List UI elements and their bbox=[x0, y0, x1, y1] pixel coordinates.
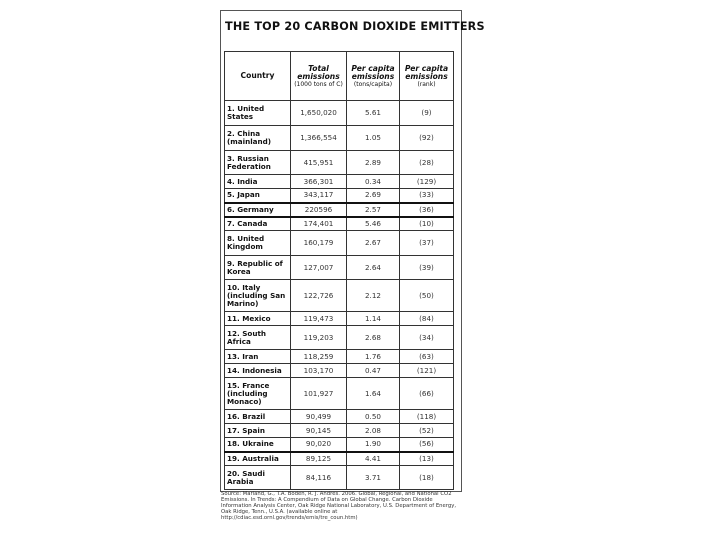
per-capita-cell: 3.71 bbox=[347, 466, 400, 490]
country-cell: 8. United Kingdom bbox=[225, 231, 291, 256]
country-cell: 20. Saudi Arabia bbox=[225, 466, 291, 490]
column-header-unit: (rank) bbox=[417, 80, 436, 88]
column-header-title: Per capita emissions bbox=[404, 63, 449, 81]
column-header-country: Country bbox=[225, 52, 291, 101]
per-capita-cell: 2.68 bbox=[347, 326, 400, 350]
per-capita-cell: 1.05 bbox=[347, 126, 400, 151]
per-capita-cell: 2.69 bbox=[347, 189, 400, 203]
total-emissions-cell: 119,473 bbox=[291, 312, 347, 326]
table-header-row bbox=[225, 52, 454, 101]
total-emissions-cell: 89,125 bbox=[291, 452, 347, 466]
total-emissions-cell: 343,117 bbox=[291, 189, 347, 203]
per-capita-cell: 4.41 bbox=[347, 452, 400, 466]
rank-cell: (84) bbox=[400, 312, 454, 326]
country-cell: 10. Italy (including San Marino) bbox=[225, 280, 291, 312]
document-page bbox=[220, 10, 485, 492]
total-emissions-cell: 1,650,020 bbox=[291, 101, 347, 126]
total-emissions-cell: 127,007 bbox=[291, 256, 347, 280]
total-emissions-cell: 90,499 bbox=[291, 410, 347, 424]
table-row bbox=[225, 256, 454, 280]
table-row bbox=[225, 203, 454, 217]
rank-cell: (50) bbox=[400, 280, 454, 312]
country-cell: 3. Russian Federation bbox=[225, 151, 291, 175]
total-emissions-cell: 1,366,554 bbox=[291, 126, 347, 151]
per-capita-cell: 2.89 bbox=[347, 151, 400, 175]
rank-cell: (52) bbox=[400, 424, 454, 438]
table-row bbox=[225, 410, 454, 424]
rank-cell: (121) bbox=[400, 364, 454, 378]
per-capita-cell: 1.64 bbox=[347, 378, 400, 410]
total-emissions-cell: 118,259 bbox=[291, 350, 347, 364]
table-row bbox=[225, 466, 454, 490]
country-cell: 14. Indonesia bbox=[225, 364, 291, 378]
rank-cell: (118) bbox=[400, 410, 454, 424]
rank-cell: (36) bbox=[400, 203, 454, 217]
table-row bbox=[225, 126, 454, 151]
rank-cell: (33) bbox=[400, 189, 454, 203]
total-emissions-cell: 119,203 bbox=[291, 326, 347, 350]
table-row bbox=[225, 151, 454, 175]
per-capita-cell: 5.46 bbox=[347, 217, 400, 231]
table-row bbox=[225, 280, 454, 312]
table-row bbox=[225, 312, 454, 326]
total-emissions-cell: 84,116 bbox=[291, 466, 347, 490]
total-emissions-cell: 415,951 bbox=[291, 151, 347, 175]
total-emissions-cell: 103,170 bbox=[291, 364, 347, 378]
column-header-unit: (1000 tons of C) bbox=[294, 80, 343, 88]
country-cell: 11. Mexico bbox=[225, 312, 291, 326]
country-cell: 17. Spain bbox=[225, 424, 291, 438]
country-cell: 2. China (mainland) bbox=[225, 126, 291, 151]
country-cell: 16. Brazil bbox=[225, 410, 291, 424]
table-row bbox=[225, 452, 454, 466]
column-header-title: Per capita emissions bbox=[351, 63, 395, 81]
rank-cell: (129) bbox=[400, 175, 454, 189]
per-capita-cell: 1.90 bbox=[347, 438, 400, 452]
table-row bbox=[225, 438, 454, 452]
table-body bbox=[225, 101, 454, 490]
country-cell: 18. Ukraine bbox=[225, 438, 291, 452]
country-cell: 6. Germany bbox=[225, 203, 291, 217]
column-header-per-capita bbox=[347, 52, 400, 101]
page-title: THE TOP 20 CARBON DIOXIDE EMITTERS bbox=[225, 20, 485, 33]
table-row bbox=[225, 231, 454, 256]
column-header-total-emissions bbox=[291, 52, 347, 101]
table-row bbox=[225, 217, 454, 231]
total-emissions-cell: 90,020 bbox=[291, 438, 347, 452]
rank-cell: (9) bbox=[400, 101, 454, 126]
per-capita-cell: 0.47 bbox=[347, 364, 400, 378]
column-header-unit: (tons/capita) bbox=[353, 80, 393, 88]
table-row bbox=[225, 424, 454, 438]
per-capita-cell: 2.64 bbox=[347, 256, 400, 280]
column-header-title: Total emissions bbox=[297, 63, 340, 81]
country-cell: 12. South Africa bbox=[225, 326, 291, 350]
source-citation: Source: Marland, G., T.A. Boden, R. J. Andres. 2006. Global, Regional, and National CO2 Emissions. In Trends: A Compendium of Data on Global Change. Carbon Dioxide Information Analysis Center, Oak Ridge National Laboratory, U.S. Department of Energy, Oak Ridge, Tenn., U.S.A. (available online at http://cdiac.esd.ornl.gov/trends/emis/tre_coun.htm) bbox=[221, 491, 457, 522]
country-cell: 4. India bbox=[225, 175, 291, 189]
rank-cell: (28) bbox=[400, 151, 454, 175]
rank-cell: (63) bbox=[400, 350, 454, 364]
table-row bbox=[225, 326, 454, 350]
country-cell: 5. Japan bbox=[225, 189, 291, 203]
country-cell: 9. Republic of Korea bbox=[225, 256, 291, 280]
rank-cell: (92) bbox=[400, 126, 454, 151]
rank-cell: (37) bbox=[400, 231, 454, 256]
per-capita-cell: 2.12 bbox=[347, 280, 400, 312]
table-row bbox=[225, 364, 454, 378]
country-cell: 1. United States bbox=[225, 101, 291, 126]
rank-cell: (10) bbox=[400, 217, 454, 231]
table-row bbox=[225, 175, 454, 189]
country-cell: 19. Australia bbox=[225, 452, 291, 466]
per-capita-cell: 2.57 bbox=[347, 203, 400, 217]
per-capita-cell: 1.14 bbox=[347, 312, 400, 326]
rank-cell: (39) bbox=[400, 256, 454, 280]
table-row bbox=[225, 189, 454, 203]
rank-cell: (66) bbox=[400, 378, 454, 410]
table-row bbox=[225, 378, 454, 410]
total-emissions-cell: 122,726 bbox=[291, 280, 347, 312]
column-header-per-capita-rank bbox=[400, 52, 454, 101]
country-cell: 13. Iran bbox=[225, 350, 291, 364]
country-cell: 15. France (including Monaco) bbox=[225, 378, 291, 410]
table-row bbox=[225, 101, 454, 126]
total-emissions-cell: 174,401 bbox=[291, 217, 347, 231]
per-capita-cell: 2.67 bbox=[347, 231, 400, 256]
total-emissions-cell: 220596 bbox=[291, 203, 347, 217]
per-capita-cell: 0.34 bbox=[347, 175, 400, 189]
total-emissions-cell: 90,145 bbox=[291, 424, 347, 438]
rank-cell: (56) bbox=[400, 438, 454, 452]
total-emissions-cell: 101,927 bbox=[291, 378, 347, 410]
rank-cell: (18) bbox=[400, 466, 454, 490]
rank-cell: (34) bbox=[400, 326, 454, 350]
per-capita-cell: 1.76 bbox=[347, 350, 400, 364]
emitters-table bbox=[224, 51, 454, 490]
total-emissions-cell: 366,301 bbox=[291, 175, 347, 189]
table-row bbox=[225, 350, 454, 364]
per-capita-cell: 2.08 bbox=[347, 424, 400, 438]
rank-cell: (13) bbox=[400, 452, 454, 466]
total-emissions-cell: 160,179 bbox=[291, 231, 347, 256]
per-capita-cell: 0.50 bbox=[347, 410, 400, 424]
country-cell: 7. Canada bbox=[225, 217, 291, 231]
per-capita-cell: 5.61 bbox=[347, 101, 400, 126]
